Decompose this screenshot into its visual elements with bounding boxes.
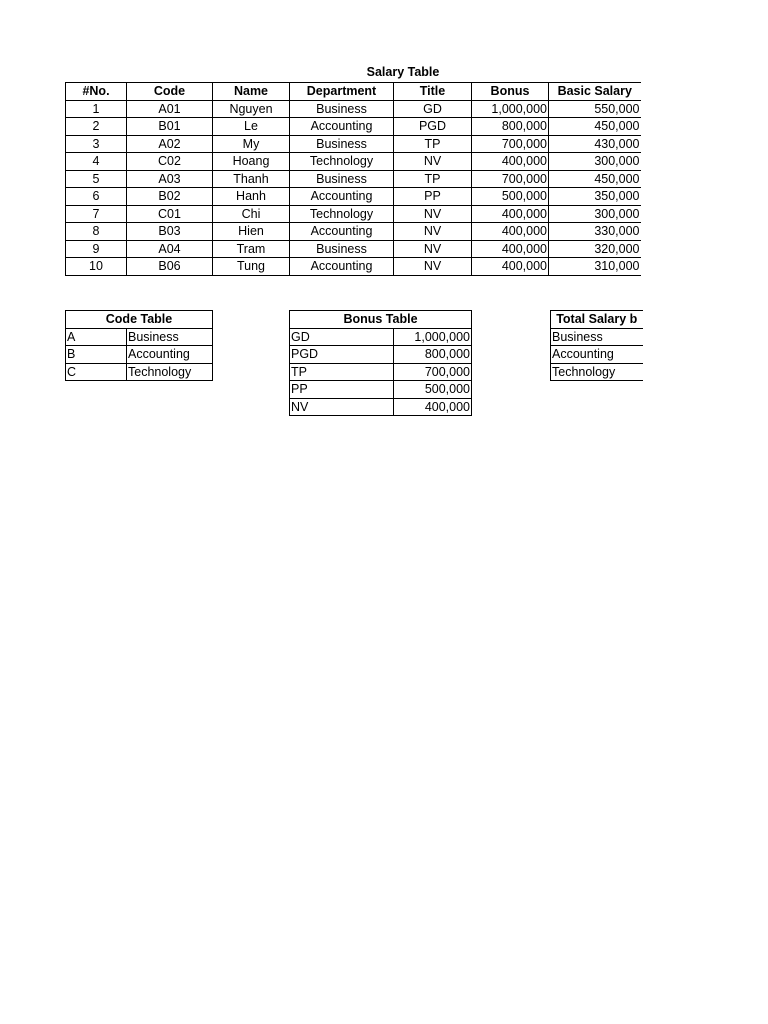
bonus-table-title: Bonus Table [290,311,472,329]
code-department: Accounting [127,346,213,364]
cell-title: PP [394,188,472,206]
salary-row [66,153,641,171]
header-bonus: Bonus [472,83,549,101]
cell-department: Business [290,100,394,118]
bonus-row [290,398,472,416]
cell-name: Hoang [213,153,290,171]
code-letter: A [66,328,127,346]
cell-name: Tram [213,240,290,258]
cell-no: 3 [66,135,127,153]
salary-row [66,258,641,276]
cell-no: 8 [66,223,127,241]
bonus-amount: 500,000 [394,381,472,399]
cell-code: B06 [127,258,213,276]
cell-name: Chi [213,205,290,223]
salary-row [66,135,641,153]
cell-bonus: 500,000 [472,188,549,206]
cell-name: Thanh [213,170,290,188]
total-salary-department: Technology [551,363,643,381]
salary-row [66,188,641,206]
cell-title: PGD [394,118,472,136]
cell-title: NV [394,240,472,258]
cell-code: B03 [127,223,213,241]
code-department: Business [127,328,213,346]
cell-basic-salary: 320,000 [549,240,641,258]
cell-department: Technology [290,205,394,223]
cell-name: Nguyen [213,100,290,118]
salary-table-title: Salary Table [366,65,440,79]
bonus-row [290,381,472,399]
code-department: Technology [127,363,213,381]
salary-header-row [66,83,641,101]
cell-no: 7 [66,205,127,223]
cell-basic-salary: 550,000 [549,100,641,118]
bonus-title: PP [290,381,394,399]
salary-row [66,100,641,118]
total-salary-row [551,363,643,381]
cell-title: TP [394,135,472,153]
bonus-title: NV [290,398,394,416]
cell-basic-salary: 430,000 [549,135,641,153]
cell-code: B01 [127,118,213,136]
cell-no: 2 [66,118,127,136]
code-letter: C [66,363,127,381]
total-salary-table [550,310,643,381]
cell-name: Hanh [213,188,290,206]
cell-department: Business [290,170,394,188]
cell-department: Accounting [290,258,394,276]
cell-title: NV [394,258,472,276]
header-title: Title [394,83,472,101]
cell-no: 5 [66,170,127,188]
cell-basic-salary: 350,000 [549,188,641,206]
header-name: Name [213,83,290,101]
cell-name: My [213,135,290,153]
bonus-table [289,310,472,416]
cell-department: Accounting [290,118,394,136]
cell-basic-salary: 300,000 [549,205,641,223]
cell-title: NV [394,205,472,223]
cell-department: Accounting [290,188,394,206]
header-code: Code [127,83,213,101]
bonus-amount: 800,000 [394,346,472,364]
header-department: Department [290,83,394,101]
cell-bonus: 1,000,000 [472,100,549,118]
cell-name: Tung [213,258,290,276]
total-salary-department: Accounting [551,346,643,364]
cell-basic-salary: 310,000 [549,258,641,276]
bonus-amount: 1,000,000 [394,328,472,346]
cell-code: A03 [127,170,213,188]
cell-no: 1 [66,100,127,118]
bonus-amount: 700,000 [394,363,472,381]
cell-code: A01 [127,100,213,118]
cell-code: C02 [127,153,213,171]
bonus-title: PGD [290,346,394,364]
code-row [66,328,213,346]
cell-bonus: 700,000 [472,135,549,153]
bonus-row [290,363,472,381]
cell-bonus: 400,000 [472,205,549,223]
cell-bonus: 700,000 [472,170,549,188]
code-letter: B [66,346,127,364]
cell-department: Business [290,240,394,258]
cell-title: NV [394,153,472,171]
total-salary-row [551,346,643,364]
cell-bonus: 400,000 [472,240,549,258]
total-salary-department: Business [551,328,643,346]
salary-table [65,82,641,276]
cell-name: Hien [213,223,290,241]
cell-no: 6 [66,188,127,206]
salary-row [66,240,641,258]
cell-code: A02 [127,135,213,153]
cell-bonus: 800,000 [472,118,549,136]
cell-no: 4 [66,153,127,171]
total-salary-table-title: Total Salary b [551,311,643,329]
code-row [66,363,213,381]
code-table-title: Code Table [66,311,213,329]
cell-bonus: 400,000 [472,258,549,276]
cell-no: 10 [66,258,127,276]
cell-bonus: 400,000 [472,153,549,171]
cell-department: Accounting [290,223,394,241]
cell-bonus: 400,000 [472,223,549,241]
header-no: #No. [66,83,127,101]
total-salary-row [551,328,643,346]
salary-row [66,205,641,223]
bonus-row [290,328,472,346]
cell-title: NV [394,223,472,241]
salary-row [66,223,641,241]
cell-title: TP [394,170,472,188]
code-row [66,346,213,364]
cell-department: Technology [290,153,394,171]
cell-basic-salary: 450,000 [549,170,641,188]
cell-basic-salary: 330,000 [549,223,641,241]
cell-name: Le [213,118,290,136]
cell-no: 9 [66,240,127,258]
code-table [65,310,213,381]
cell-basic-salary: 300,000 [549,153,641,171]
cell-basic-salary: 450,000 [549,118,641,136]
cell-department: Business [290,135,394,153]
header-basic-salary: Basic Salary [549,83,641,101]
cell-code: A04 [127,240,213,258]
salary-row [66,118,641,136]
cell-code: C01 [127,205,213,223]
cell-title: GD [394,100,472,118]
bonus-row [290,346,472,364]
bonus-title: TP [290,363,394,381]
salary-row [66,170,641,188]
bonus-amount: 400,000 [394,398,472,416]
bonus-title: GD [290,328,394,346]
cell-code: B02 [127,188,213,206]
